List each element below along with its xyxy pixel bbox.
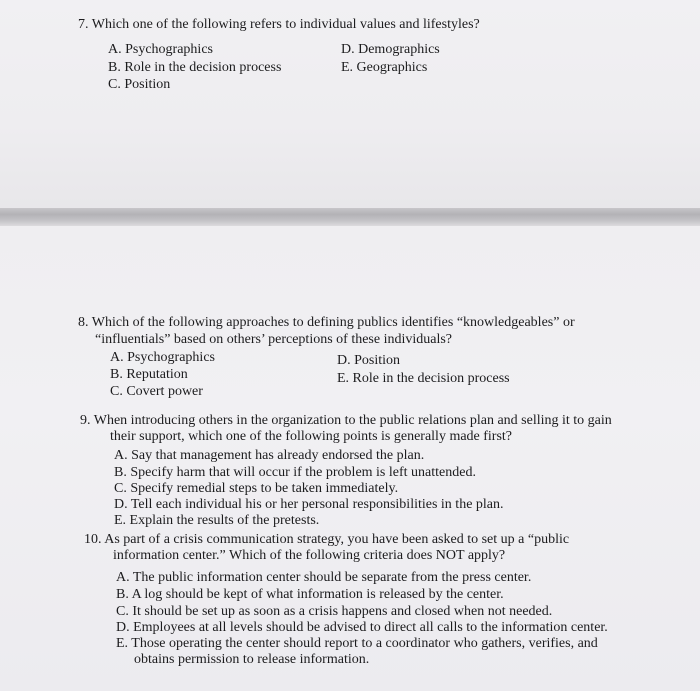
question-9-option-d: D. Tell each individual his or her personal responsibilities in the plan. bbox=[114, 497, 504, 512]
question-10-option-d: D. Employees at all levels should be advised to direct all calls to the information center. bbox=[116, 620, 608, 635]
question-10-option-e-line-1: E. Those operating the center should report to a coordinator who gathers, verifies, and bbox=[116, 636, 598, 651]
question-10-option-b: B. A log should be kept of what information is released by the center. bbox=[116, 587, 504, 602]
question-7-option-d: D. Demographics bbox=[341, 42, 440, 57]
question-7-option-a: A. Psychographics bbox=[108, 42, 213, 57]
question-10-option-e-line-2: obtains permission to release information. bbox=[134, 652, 370, 667]
question-7-option-b: B. Role in the decision process bbox=[108, 60, 282, 75]
question-8-option-a: A. Psychographics bbox=[110, 350, 215, 365]
question-8-stem-line-2: “influentials” based on others’ perceptions of these individuals? bbox=[95, 332, 453, 347]
question-8-option-d: D. Position bbox=[337, 353, 401, 368]
question-8-stem-line-1: 8. Which of the following approaches to defining publics identifies “knowledgeables” or bbox=[78, 315, 575, 330]
question-10-stem-line-2: information center.” Which of the following criteria does NOT apply? bbox=[113, 548, 506, 563]
question-8-option-c: C. Covert power bbox=[110, 384, 203, 399]
question-8-option-b: B. Reputation bbox=[110, 367, 188, 382]
question-7-option-c: C. Position bbox=[108, 77, 171, 92]
question-10-option-a: A. The public information center should be separate from the press center. bbox=[116, 570, 532, 585]
question-8-option-e: E. Role in the decision process bbox=[337, 371, 510, 386]
question-9-option-e: E. Explain the results of the pretests. bbox=[114, 513, 320, 528]
question-10-stem-line-1: 10. As part of a crisis communication strategy, you have been asked to set up a “public bbox=[84, 532, 570, 547]
question-7-stem: 7. Which one of the following refers to individual values and lifestyles? bbox=[78, 17, 480, 32]
question-10-option-c: C. It should be set up as soon as a crisis happens and closed when not needed. bbox=[116, 604, 553, 619]
question-9-stem-line-1: 9. When introducing others in the organization to the public relations plan and selling it to gain bbox=[80, 413, 612, 428]
question-9-option-c: C. Specify remedial steps to be taken immediately. bbox=[114, 481, 399, 496]
question-9-option-a: A. Say that management has already endorsed the plan. bbox=[114, 448, 425, 463]
exam-page-bottom bbox=[0, 226, 700, 691]
question-9-option-b: B. Specify harm that will occur if the problem is left unattended. bbox=[114, 465, 476, 480]
exam-page-top bbox=[0, 0, 700, 208]
question-7-option-e: E. Geographics bbox=[341, 60, 428, 75]
page-fold-divider bbox=[0, 208, 700, 226]
question-9-stem-line-2: their support, which one of the following points is generally made first? bbox=[110, 429, 513, 444]
